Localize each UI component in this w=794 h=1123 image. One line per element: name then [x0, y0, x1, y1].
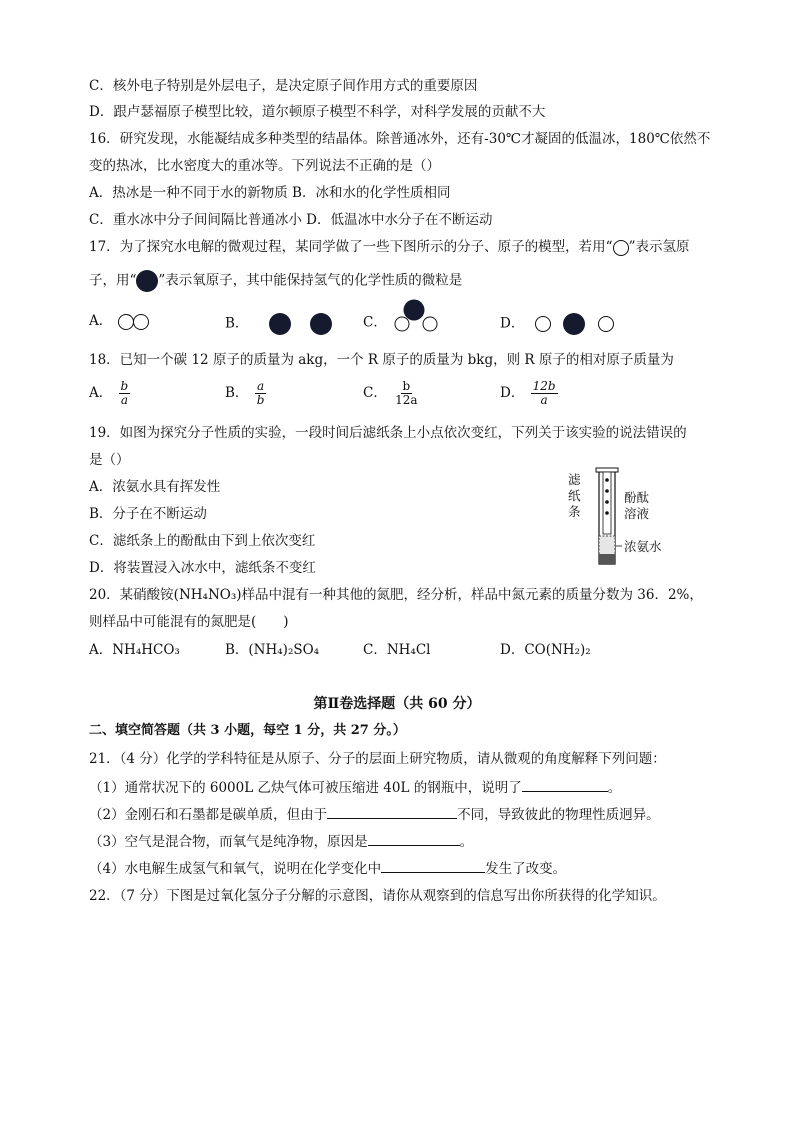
q20-option-a: A．NH₄HCO₃: [89, 642, 180, 658]
q19-option-b: B．分子在不断运动: [89, 506, 207, 522]
q19-option-c: C．滤纸条上的酚酞由下到上依次变红: [89, 533, 316, 549]
answer-blank-21-4[interactable]: [381, 858, 485, 873]
test-tube-icon: [590, 466, 624, 570]
oxygen-atom-icon: [136, 270, 158, 292]
question-20-line2: 则样品中可能混有的氮肥是( ): [89, 614, 289, 630]
hydrogen-atom-icon: [613, 240, 629, 256]
q18-option-c: C． $\frac{b}{12a}$: [363, 379, 418, 407]
figure-label-filter-1: 滤: [568, 472, 581, 487]
option-c-q15: C．核外电子特别是外层电子，是决定原子间作用方式的重要原因: [89, 78, 478, 94]
answer-blank-21-3[interactable]: [368, 831, 460, 846]
option-d-q15: D．跟卢瑟福原子模型比较，道尔顿原子模型不科学，对科学发展的贡献不大: [89, 104, 546, 120]
separate-atoms-icon: [529, 311, 619, 337]
figure-label-phenolphthalein-1: 酚酞: [624, 490, 650, 505]
question-18: 18．已知一个碳 12 原子的质量为 akg，一个 R 原子的质量为 bkg，则 R 原子的相对原子质量为: [89, 352, 674, 368]
question-16-line2: 变的热冰，比水密度大的重冰等。下列说法不正确的是（）: [89, 158, 440, 174]
question-21-4: （4）水电解生成氢气和氧气，说明在化学变化中 发生了改变。: [89, 858, 566, 879]
question-21-2: （2）金刚石和石墨都是碳单质，但由于 不同，导致彼此的物理性质迥异。: [89, 804, 660, 825]
q19-option-d: D．将装置浸入冰水中，滤纸条不变红: [89, 560, 316, 576]
two-oxygen-atoms-icon: [253, 311, 337, 337]
q17-option-b: B．: [225, 311, 337, 337]
question-21: 21．（4 分）化学的学科特征是从原子、分子的层面上研究物质，请从微观的角度解释下列问题：: [89, 751, 666, 767]
q20-option-b: B．(NH₄)₂SO₄: [225, 642, 320, 658]
q17-option-c: C．: [363, 311, 441, 335]
q20-option-d: D．CO(NH₂)₂: [500, 642, 591, 658]
q18-option-b: B． $\frac{a}{b}$: [225, 379, 265, 407]
figure-label-phenolphthalein-2: 溶液: [624, 506, 650, 521]
question-19-line2: 是（）: [89, 452, 130, 468]
question-19-line1: 19．如图为探究分子性质的实验，一段时间后滤纸条上小点依次变红，下列关于该实验的说法错误的: [89, 425, 687, 441]
q20-option-c: C．NH₄Cl: [363, 642, 431, 658]
question-16-options-ab: A．热冰是一种不同于水的新物质 B．冰和水的化学性质相同: [89, 185, 451, 201]
test-tube-figure: [560, 466, 680, 571]
q18-option-d: D． $\frac{12b}{a}$: [500, 379, 556, 407]
question-22: 22．（7 分）下图是过氧化氢分子分解的示意图，请你从观察到的信息写出你所获得的化学知识。: [89, 888, 666, 904]
question-20-line1: 20．某硝酸铵(NH₄NO₃)样品中混有一种其他的氮肥，经分析，样品中氮元素的质量分数为 36．2%，: [89, 587, 703, 603]
question-21-3: （3）空气是混合物，而氧气是纯净物，原因是 。: [89, 831, 473, 852]
water-molecule-icon: [391, 299, 441, 335]
question-17-line2: 子，用“ ”表示氧原子，其中能保持氢气的化学性质的微粒是: [89, 270, 462, 292]
answer-blank-21-2[interactable]: [327, 804, 457, 819]
part-2-heading: 二、填空简答题（共 3 小题，每空 1 分，共 27 分。）: [89, 723, 406, 738]
q17-option-d: D．: [500, 311, 619, 337]
q19-option-a: A．浓氨水具有挥发性: [89, 479, 221, 495]
section-title: 第Ⅱ卷选择题（共 60 分）: [313, 696, 481, 712]
q18-option-a: A． $\frac{b}{a}$: [89, 379, 129, 407]
question-17-line1: 17．为了探究水电解的微观过程，某同学做了一些下图所示的分子、原子的模型，若用“ ”表示氢原: [89, 239, 690, 255]
q17-option-a: A．: [89, 311, 151, 331]
figure-label-filter-3: 条: [568, 504, 581, 519]
two-hydrogen-atoms-icon: [117, 313, 151, 331]
question-16-line1: 16．研究发现，水能凝结成多种类型的结晶体。除普通冰外，还有-30℃才凝固的低温冰，180℃依然不: [89, 131, 711, 147]
figure-label-filter-2: 纸: [568, 488, 581, 503]
figure-label-ammonia: 浓氨水: [624, 539, 662, 554]
question-21-1: （1）通常状况下的 6000L 乙炔气体可被压缩进 40L 的钢瓶中，说明了 。: [89, 777, 621, 798]
answer-blank-21-1[interactable]: [522, 777, 608, 792]
question-16-options-cd: C．重水冰中分子间间隔比普通冰小 D．低温冰中水分子在不断运动: [89, 212, 493, 228]
